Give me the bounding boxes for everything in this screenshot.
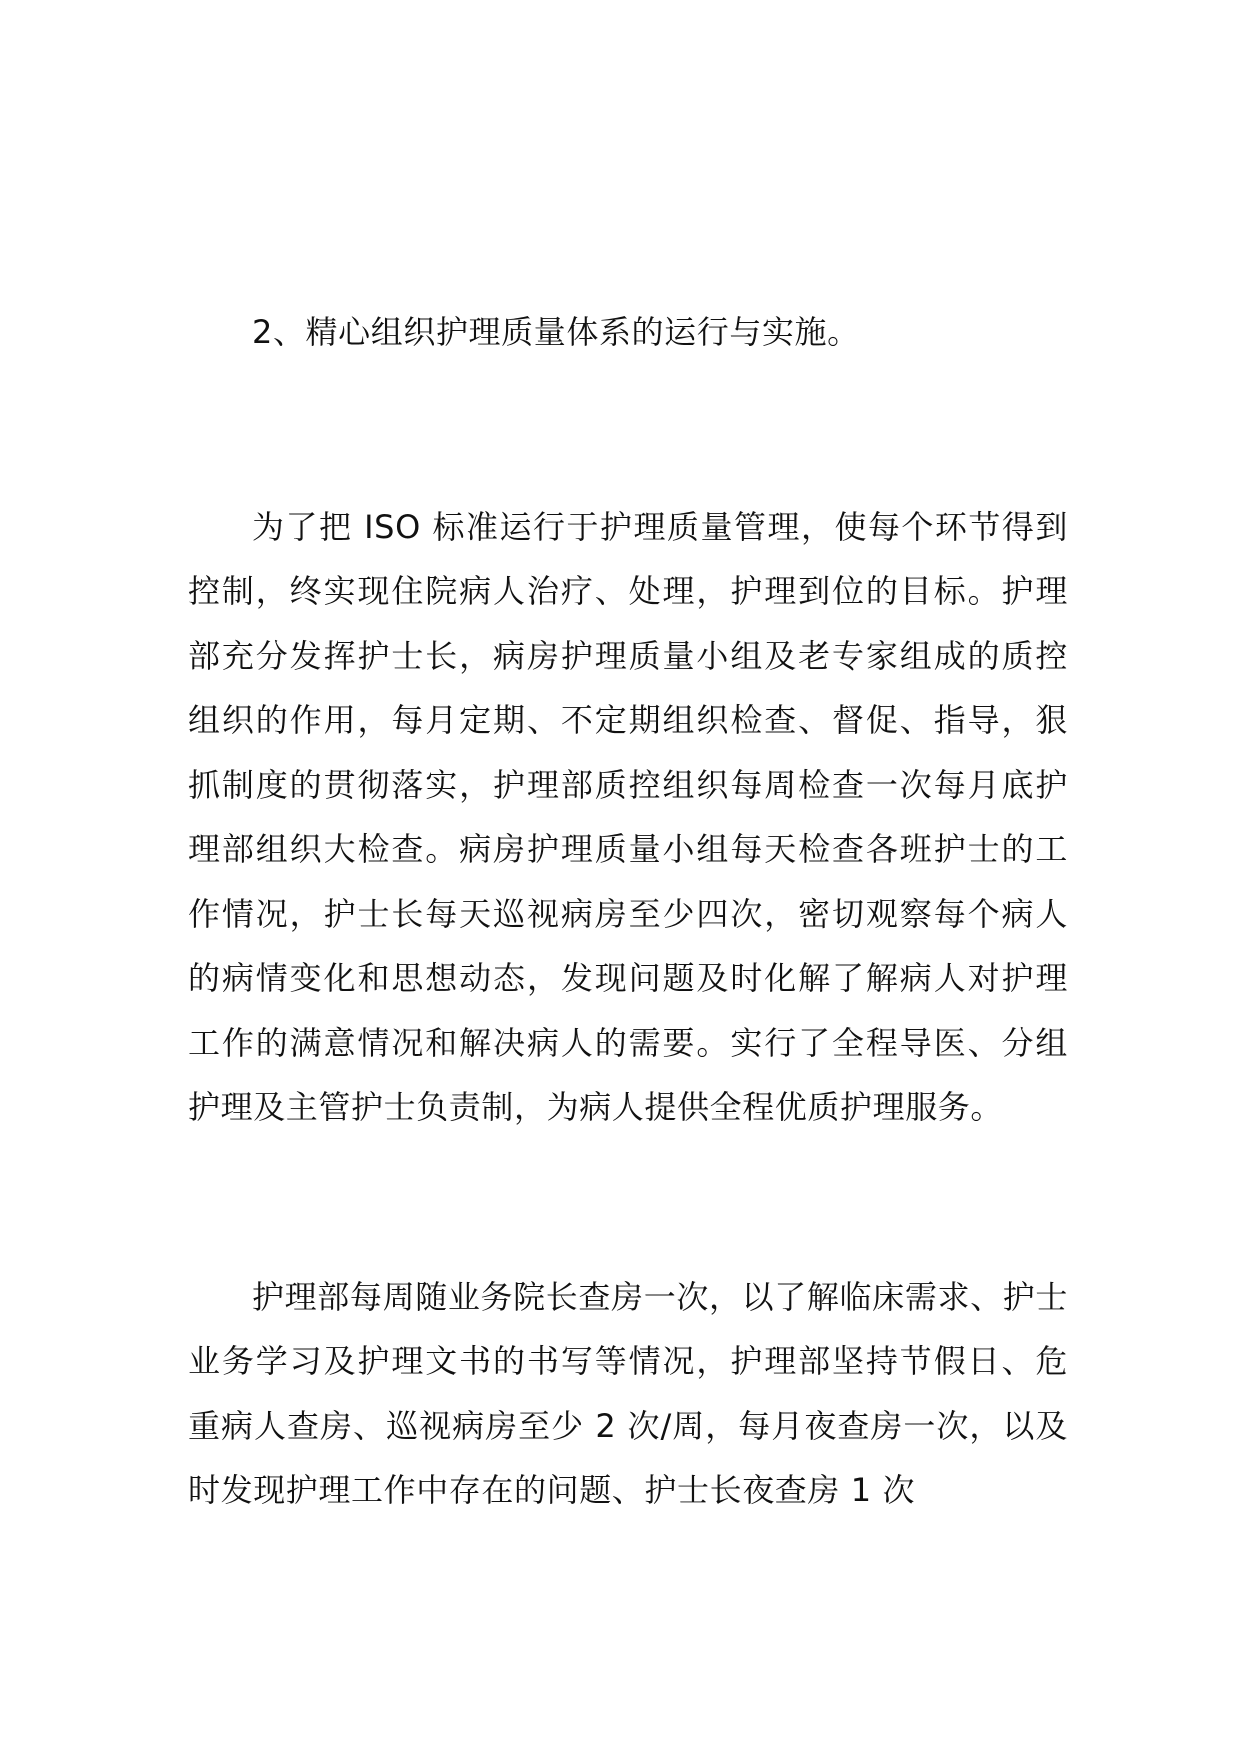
paragraph-ward-rounds: 护理部每周随业务院长查房一次，以了解临床需求、护士业务学习及护理文书的书写等情况，护理部坚持节假日、危重病人查房、巡视病房至少 2 次/周，每月夜查房一次，以及时发现护理工作中存在的问题、护士长夜查房 1 次 (188, 1277, 1068, 1509)
document-body (188, 300, 1068, 1523)
paragraph-quality-control: 为了把 ISO 标准运行于护理质量管理，使每个环节得到控制，终实现住院病人治疗、处理，护理到位的目标。护理部充分发挥护士长，病房护理质量小组及老专家组成的质控组织的作用，每月定期、不定期组织检查、督促、指导，狠抓制度的贯彻落实，护理部质控组织每周检查一次每月底护理部组织大检查。病房护理质量小组每天检查各班护士的工作情况，护士长每天巡视病房至少四次，密切观察每个病人的病情变化和思想动态，发现问题及时化解了解病人对护理工作的满意情况和解决病人的需要。实行了全程导医、分组护理及主管护士负责制，为病人提供全程优质护理服务。 (188, 507, 1068, 1126)
section-heading: 2、精心组织护理质量体系的运行与实施。 (252, 313, 860, 351)
